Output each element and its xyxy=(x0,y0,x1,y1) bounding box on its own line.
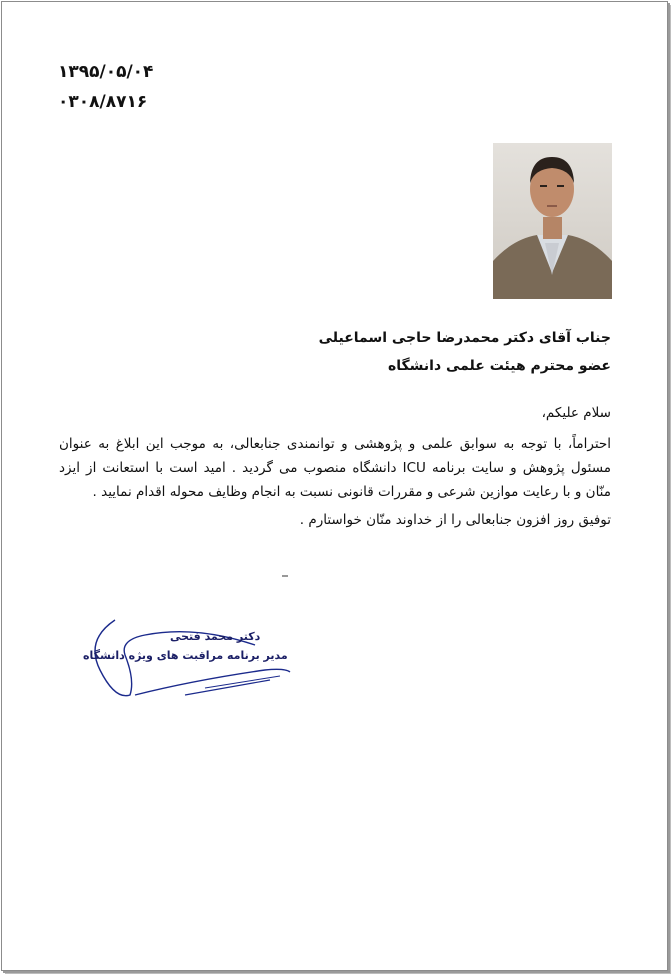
recipient-title: عضو محترم هیئت علمی دانشگاه xyxy=(387,358,611,374)
signer-title: مدیر برنامه مراقبت های ویژه دانشگاه xyxy=(83,649,288,662)
portrait-image xyxy=(493,143,612,299)
letter-paragraph: احتراماً، با توجه به سوابق علمی و پژوهشی و توانمندی جنابعالی، به موجب این ابلاغ به عنوان مسئول پژوهش و سایت برنامه ICU دانشگاه منصوب می گردید . امید است با استعانت از ایزد منّان و با رعایت موازین شرعی و مقررات قانونی نسبت به انجام وظایف محوله اقدام نمایید . xyxy=(59,436,611,500)
letter-number: ۰۳۰۸/۸۷۱۶ xyxy=(58,92,148,112)
signer-name: دکتر محمد فتحی xyxy=(170,630,261,643)
recipient-name: جناب آقای دکتر محمدرضا حاجی اسماعیلی xyxy=(318,330,611,346)
letter-body xyxy=(59,432,611,504)
stray-mark xyxy=(282,575,288,577)
closing-text: توفیق روز افزون جنابعالی را از خداوند منّان خواستارم . xyxy=(299,512,611,528)
recipient-photo xyxy=(493,143,612,299)
letter-date: ۱۳۹۵/۰۵/۰۴ xyxy=(58,62,154,82)
greeting-text: سلام علیکم، xyxy=(541,405,611,421)
